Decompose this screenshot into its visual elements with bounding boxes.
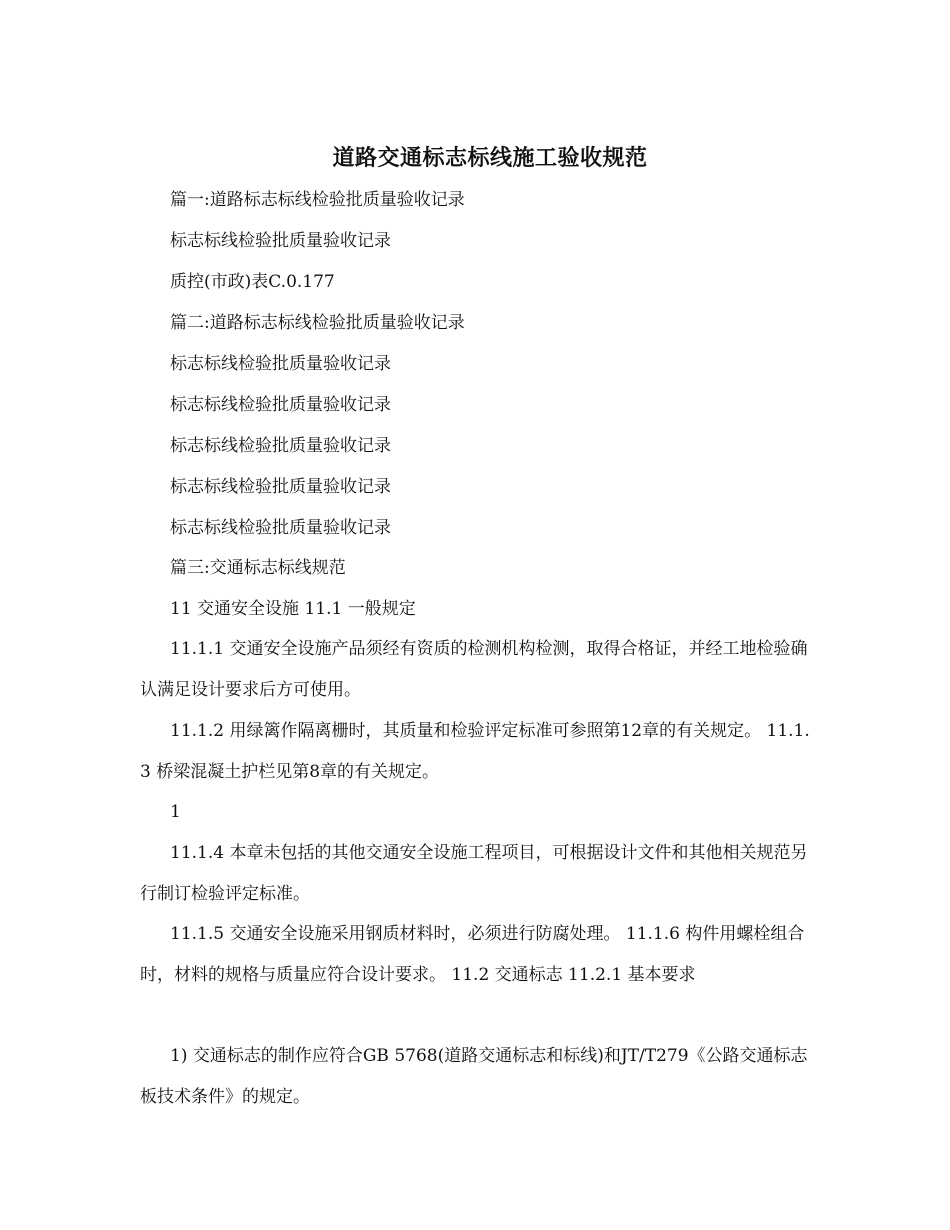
paragraph-11-1-4: 11.1.4 本章未包括的其他交通安全设施工程项目，可根据设计文件和其他相关规范另行制订检验评定标准。	[140, 843, 808, 904]
text-line: 标志标线检验批质量验收记录	[170, 477, 391, 497]
text-line: 标志标线检验批质量验收记录	[170, 518, 391, 538]
text-line: 标志标线检验批质量验收记录	[170, 354, 391, 374]
document-title: 道路交通标志标线施工验收规范	[332, 145, 648, 171]
paragraph-11-1-2: 11.1.2 用绿篱作隔离栅时，其质量和检验评定标准可参照第12章的有关规定。 11.1.3 桥梁混凝土护栏见第8章的有关规定。	[140, 721, 810, 782]
page-number: 1	[170, 802, 181, 822]
text-line-section-1: 篇一:道路标志标线检验批质量验收记录	[170, 190, 465, 210]
text-line-heading: 11 交通安全设施 11.1 一般规定	[170, 599, 416, 619]
text-line-section-3: 篇三:交通标志标线规范	[170, 558, 346, 578]
paragraph-item-1: 1) 交通标志的制作应符合GB 5768(道路交通标志和标线)和JT/T279《公路交通标志板技术条件》的规定。	[140, 1046, 808, 1107]
text-line: 标志标线检验批质量验收记录	[170, 395, 391, 415]
text-line: 质控(市政)表C.0.177	[170, 272, 335, 292]
paragraph-11-1-1: 11.1.1 交通安全设施产品须经有资质的检测机构检测，取得合格证，并经工地检验确认满足设计要求后方可使用。	[140, 639, 808, 700]
paragraph-11-1-5: 11.1.5 交通安全设施采用钢质材料时，必须进行防腐处理。 11.1.6 构件用螺栓组合时，材料的规格与质量应符合设计要求。 11.2 交通标志 11.2.1 基本要求	[140, 924, 805, 985]
text-line: 标志标线检验批质量验收记录	[170, 231, 391, 251]
text-line: 标志标线检验批质量验收记录	[170, 436, 391, 456]
text-line-section-2: 篇二:道路标志标线检验批质量验收记录	[170, 313, 465, 333]
